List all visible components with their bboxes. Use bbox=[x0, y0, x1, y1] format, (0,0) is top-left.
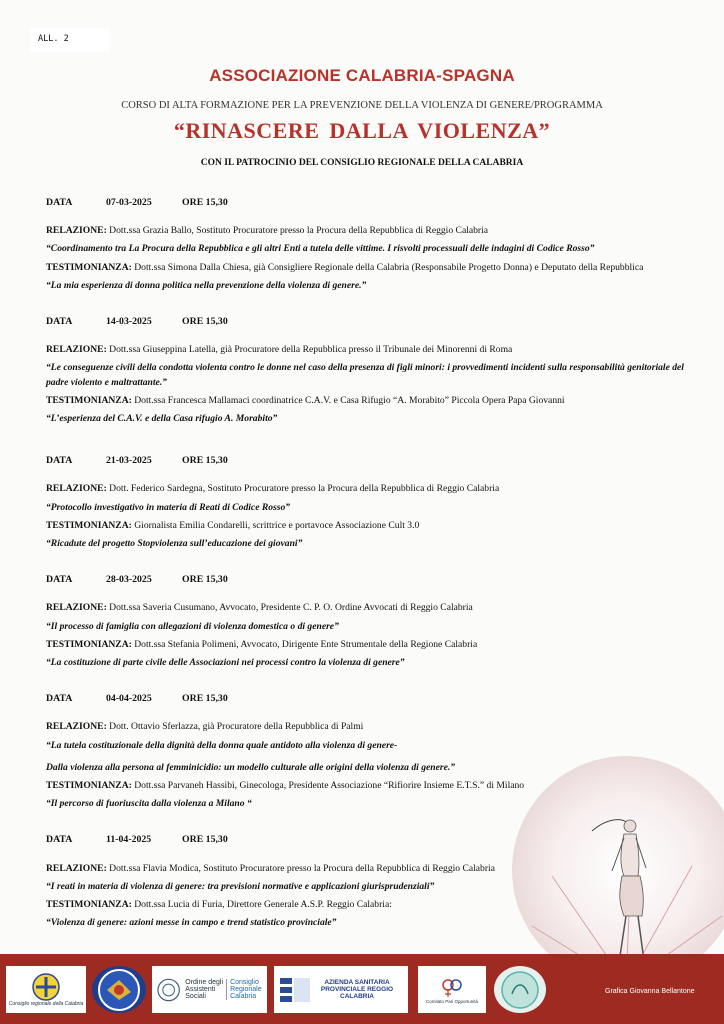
session-5 bbox=[46, 692, 686, 811]
session-header bbox=[46, 196, 686, 210]
testimonianza-label: TESTIMONIANZA: bbox=[46, 638, 132, 650]
testimonianza-label: TESTIMONIANZA: bbox=[46, 780, 132, 792]
course-title: CORSO DI ALTA FORMAZIONE PER LA PREVENZIONE DELLA VIOLENZA DI GENERE/PROGRAMMA bbox=[121, 100, 603, 111]
relazione-title: “Protocollo investigativo in materia di Reati di Codice Rosso” bbox=[46, 501, 291, 513]
logo-circular-association bbox=[494, 966, 546, 1013]
regional-crest-icon bbox=[31, 973, 61, 1001]
logo1-caption: Consiglio regionale della Calabria bbox=[8, 1000, 84, 1007]
testimonianza-label: TESTIMONIANZA: bbox=[46, 394, 132, 406]
session-date: 14-03-2025 bbox=[106, 316, 152, 328]
relazione-label: RELAZIONE: bbox=[46, 862, 107, 874]
testimonianza-line bbox=[46, 261, 686, 275]
session-header bbox=[46, 454, 686, 468]
relazione-speaker: Dott. Ottavio Sferlazza, già Procuratore della Repubblica di Palmi bbox=[106, 721, 364, 733]
testimonianza-label: TESTIMONIANZA: bbox=[46, 261, 132, 273]
testimonianza-line bbox=[46, 898, 686, 912]
session-time: ORE 15,30 bbox=[182, 455, 228, 467]
testimonianza-speaker: Dott.ssa Lucia di Furia, Direttore Generale A.S.P. Reggio Calabria: bbox=[131, 899, 392, 911]
session-2 bbox=[46, 315, 686, 426]
graphic-credit: Grafica Giovanna Bellantone bbox=[605, 988, 695, 995]
relazione-line bbox=[46, 343, 686, 357]
testimonianza-label: TESTIMONIANZA: bbox=[46, 519, 132, 531]
session-date: 21-03-2025 bbox=[106, 455, 152, 467]
logo3-text1: Ordine degli Assistenti Sociali bbox=[185, 979, 224, 1000]
session-time: ORE 15,30 bbox=[182, 693, 228, 705]
session-3 bbox=[46, 454, 686, 551]
session-header bbox=[46, 692, 686, 706]
testimonianza-speaker: Dott.ssa Simona Dalla Chiesa, già Consigliere Regionale della Calabria (Responsabile Progetto Donna) e Deputato della Repubblica bbox=[131, 261, 644, 273]
session-header bbox=[46, 315, 686, 329]
relazione-line bbox=[46, 224, 686, 238]
logo-consiglio-regionale bbox=[6, 966, 86, 1013]
relazione-title: “La tutela costituzionale della dignità della donna quale antidoto alla violenza di genere- bbox=[46, 739, 398, 751]
asp-mark-icon bbox=[278, 975, 312, 1005]
testimonianza-line bbox=[46, 394, 686, 408]
relazione-speaker: Dott. Federico Sardegna, Sostituto Procuratore presso la Procura della Repubblica di Reggio Calabria bbox=[106, 483, 500, 495]
logo3-text2: Consiglio Regionale Calabria bbox=[226, 979, 267, 1000]
relazione-line bbox=[46, 720, 686, 734]
testimonianza-title: “Ricadute del progetto Stopviolenza sull’educazione dei giovani” bbox=[46, 538, 303, 550]
testimonianza-line bbox=[46, 519, 686, 533]
patronage-line: CON IL PATROCINIO DEL CONSIGLIO REGIONALE DELLA CALABRIA bbox=[200, 158, 524, 168]
date-label: DATA bbox=[46, 574, 73, 586]
date-label: DATA bbox=[46, 316, 73, 328]
testimonianza-title: “L’esperienza del C.A.V. e della Casa rifugio A. Morabito” bbox=[46, 413, 278, 425]
testimonianza-speaker: Giornalista Emilia Condarelli, scrittrice e portavoce Associazione Cult 3.0 bbox=[131, 519, 420, 531]
relazione-title: “Le conseguenze civili della condotta violenta contro le donne nel caso della presenza di figli minori: i provvedimenti incidenti sulla responsabilità genitoriale del padre violento e maltrattante.” bbox=[46, 362, 684, 388]
relazione-speaker: Dott.ssa Flavia Modica, Sostituto Procuratore presso la Procura della Repubblica di Reggio Calabria bbox=[106, 862, 495, 874]
date-label: DATA bbox=[46, 197, 73, 208]
testimonianza-speaker: Dott.ssa Francesca Mallamaci coordinatrice C.A.V. e Casa Rifugio “A. Morabito” Piccola Opera Papa Giovanni bbox=[131, 394, 565, 406]
session-header bbox=[46, 833, 686, 847]
relazione-title: “I reati in materia di violenza di genere: tra previsioni normative e applicazioni giurisprudenziali” bbox=[46, 880, 435, 892]
testimonianza-title: “Il percorso di fuoriuscita dalla violenza a Milano “ bbox=[46, 798, 252, 810]
session-time: ORE 15,30 bbox=[182, 316, 228, 328]
testimonianza-line bbox=[46, 779, 686, 793]
session-4 bbox=[46, 573, 686, 670]
relazione-line bbox=[46, 862, 686, 876]
program-title: “RINASCERE DALLA VIOLENZA” bbox=[173, 118, 551, 143]
relazione-label: RELAZIONE: bbox=[46, 483, 107, 495]
session-date: 28-03-2025 bbox=[106, 574, 152, 586]
session-date: 07-03-2025 bbox=[106, 197, 152, 208]
association-name: ASSOCIAZIONE CALABRIA-SPAGNA bbox=[209, 66, 515, 85]
date-label: DATA bbox=[46, 693, 73, 705]
program-list bbox=[46, 196, 686, 935]
session-time: ORE 15,30 bbox=[182, 834, 228, 846]
date-label: DATA bbox=[46, 455, 73, 467]
logo-ordine-assistenti-sociali bbox=[152, 966, 267, 1013]
testimonianza-title: “Violenza di genere: azioni messe in campo e trend statistico provinciale” bbox=[46, 917, 337, 929]
attachment-label: ALL. 2 bbox=[30, 28, 109, 52]
relazione-speaker: Dott.ssa Giuseppina Latella, già Procuratore della Repubblica presso il Tribunale dei Minorenni di Roma bbox=[106, 344, 513, 356]
logo5-caption: Comitato Pari Opportunità bbox=[425, 999, 479, 1004]
relazione-title: “Coordinamento tra La Procura della Repubblica e gli altri Enti a tutela delle vittime. I risvolti processuali delle indagini di Codice Rosso” bbox=[46, 243, 595, 255]
relazione-label: RELAZIONE: bbox=[46, 225, 107, 237]
testimonianza-label: TESTIMONIANZA: bbox=[46, 899, 132, 911]
gender-equality-icon bbox=[439, 975, 465, 999]
relazione-line bbox=[46, 482, 686, 496]
association-emblem-icon bbox=[500, 970, 540, 1010]
relazione-label: RELAZIONE: bbox=[46, 344, 107, 356]
session-time: ORE 15,30 bbox=[182, 197, 228, 208]
logo-comitato-pari-opportunita bbox=[418, 966, 486, 1013]
seal-icon bbox=[97, 968, 141, 1012]
session-time: ORE 15,30 bbox=[182, 574, 228, 586]
session-header bbox=[46, 573, 686, 587]
testimonianza-title: “La mia esperienza di donna politica nella prevenzione della violenza di genere.” bbox=[46, 279, 367, 291]
logo4-text: AZIENDA SANITARIA PROVINCIALE REGGIO CALABRIA bbox=[320, 979, 394, 1000]
session-6 bbox=[46, 833, 686, 930]
session-1 bbox=[46, 196, 686, 293]
relazione-speaker: Dott.ssa Saveria Cusumano, Avvocato, Presidente C. P. O. Ordine Avvocati di Reggio Calabria bbox=[106, 602, 473, 614]
relazione-title-continued: Dalla violenza alla persona al femminicidio: un modello culturale alle origini della violenza di genere.” bbox=[46, 761, 456, 773]
testimonianza-speaker: Dott.ssa Parvaneh Hassibi, Ginecologa, Presidente Associazione “Rifiorire Insieme E.T.S.” di Milano bbox=[131, 780, 525, 792]
session-date: 11-04-2025 bbox=[106, 834, 152, 846]
assistenti-sociali-icon bbox=[156, 977, 181, 1003]
relazione-speaker: Dott.ssa Grazia Ballo, Sostituto Procuratore presso la Procura della Repubblica di Reggio Calabria bbox=[106, 225, 489, 237]
testimonianza-title: “La costituzione di parte civile delle Associazioni nei processi contro la violenza di genere” bbox=[46, 657, 405, 669]
date-label: DATA bbox=[46, 834, 73, 846]
logo-asp-reggio-calabria bbox=[274, 966, 408, 1013]
relazione-title: “Il processo di famiglia con allegazioni di violenza domestica o di genere” bbox=[46, 620, 339, 632]
relazione-label: RELAZIONE: bbox=[46, 602, 107, 614]
session-date: 04-04-2025 bbox=[106, 693, 152, 705]
relazione-line bbox=[46, 601, 686, 615]
logo-circular-seal bbox=[92, 966, 146, 1013]
testimonianza-line bbox=[46, 638, 686, 652]
relazione-label: RELAZIONE: bbox=[46, 721, 107, 733]
testimonianza-speaker: Dott.ssa Stefania Polimeni, Avvocato, Dirigente Ente Strumentale della Regione Calabria bbox=[131, 638, 478, 650]
